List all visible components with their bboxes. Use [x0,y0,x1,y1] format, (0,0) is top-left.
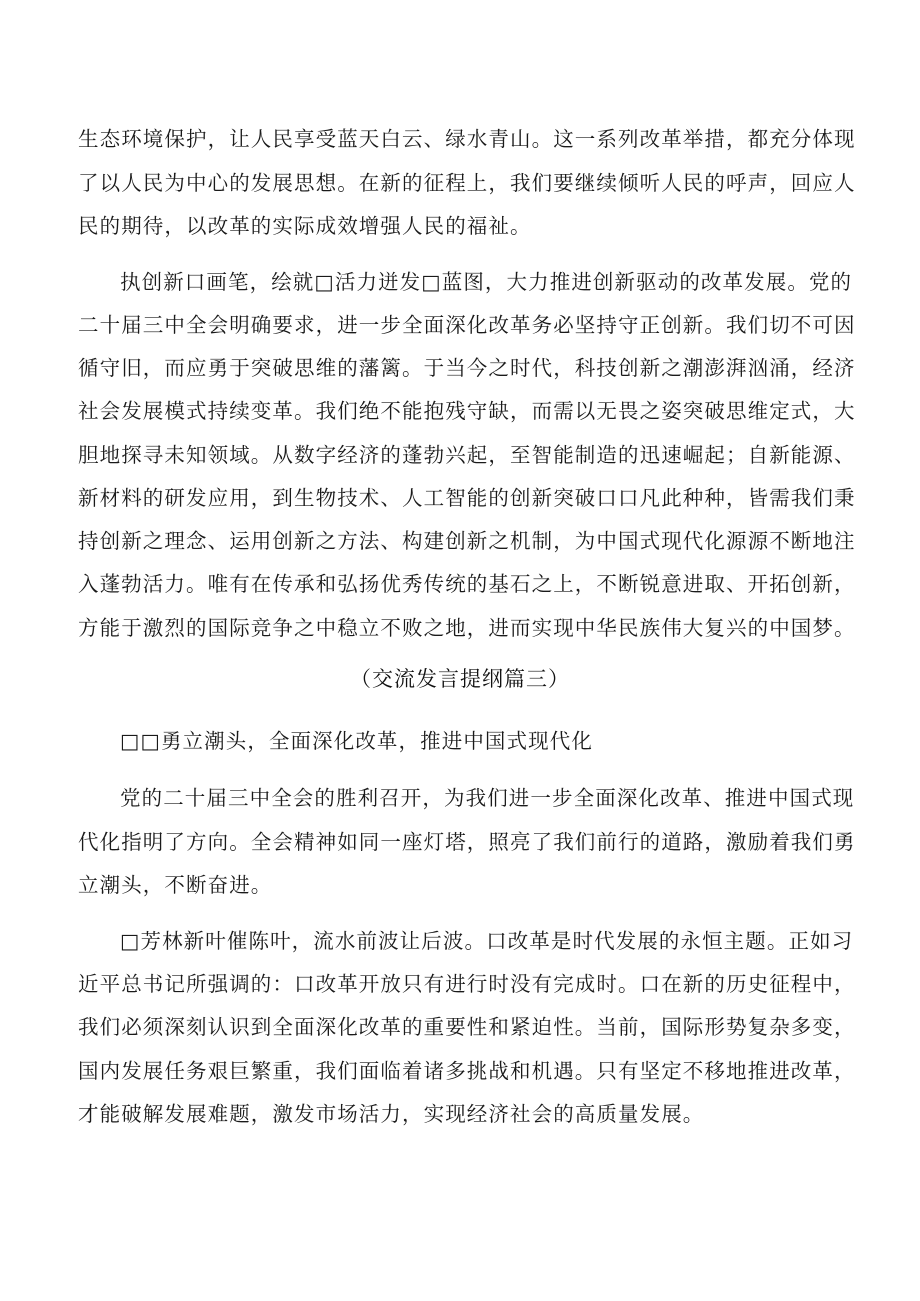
paragraph-3-line-3: 立潮头，不断奋进。 [78,873,273,897]
paragraph-4-line-3: 我们必须深刻认识到全面深化改革的重要性和紧迫性。当前，国际形势复杂多变， [78,1015,856,1039]
paragraph-4-line-1: □芳林新叶催陈叶，流水前波让后波。口改革是时代发展的永恒主题。正如习 [120,929,854,953]
paragraph-2-line-2: 二十届三中全会明确要求，进一步全面深化改革务必坚持守正创新。我们切不可因 [78,313,856,337]
paragraph-1-line-2: 了以人民为中心的发展思想。在新的征程上，我们要继续倾听人民的呼声，回应人 [78,171,856,195]
section-heading: （交流发言提纲篇三） [350,667,570,691]
paragraph-2-line-9: 方能于激烈的国际竞争之中稳立不败之地，进而实现中华民族伟大复兴的中国梦。 [78,616,856,640]
paragraph-2-line-5: 胆地探寻未知领域。从数字经济的蓬勃兴起，至智能制造的迅速崛起；自新能源、 [78,443,856,467]
paragraph-2-line-3: 循守旧，而应勇于突破思维的藩篱。于当今之时代，科技创新之潮澎湃汹涌，经济 [78,356,856,380]
paragraph-3-line-1: 党的二十届三中全会的胜利召开，为我们进一步全面深化改革、推进中国式现 [120,786,855,810]
paragraph-4-line-5: 才能破解发展难题，激发市场活力，实现经济社会的高质量发展。 [78,1102,705,1126]
paragraph-3-line-2: 代化指明了方向。全会精神如同一座灯塔，照亮了我们前行的道路，激励着我们勇 [78,830,856,854]
paragraph-2-line-7: 持创新之理念、运用创新之方法、构建创新之机制，为中国式现代化源源不断地注 [78,529,856,553]
paragraph-2-line-1: 执创新口画笔，绘就□活力迸发□蓝图，大力推进创新驱动的改革发展。党的 [120,270,853,294]
paragraph-2-line-8: 入蓬勃活力。唯有在传承和弘扬优秀传统的基石之上，不断锐意进取、开拓创新， [78,572,856,596]
section-subtitle: □□勇立潮头，全面深化改革，推进中国式现代化 [120,729,593,753]
paragraph-4-line-4: 国内发展任务艰巨繁重，我们面临着诸多挑战和机遇。只有坚定不移地推进改革， [78,1059,856,1083]
paragraph-1-line-1: 生态环境保护，让人民享受蓝天白云、绿水青山。这一系列改革举措，都充分体现 [78,127,856,151]
paragraph-2-line-6: 新材料的研发应用，到生物技术、人工智能的创新突破口口凡此种种，皆需我们秉 [78,486,856,510]
paragraph-1-line-3: 民的期待，以改革的实际成效增强人民的福祉。 [78,214,532,238]
paragraph-2-line-4: 社会发展模式持续变革。我们绝不能抱残守缺，而需以无畏之姿突破思维定式，大 [78,399,856,423]
paragraph-4-line-2: 近平总书记所强调的：口改革开放只有进行时没有完成时。口在新的历史征程中， [78,972,856,996]
